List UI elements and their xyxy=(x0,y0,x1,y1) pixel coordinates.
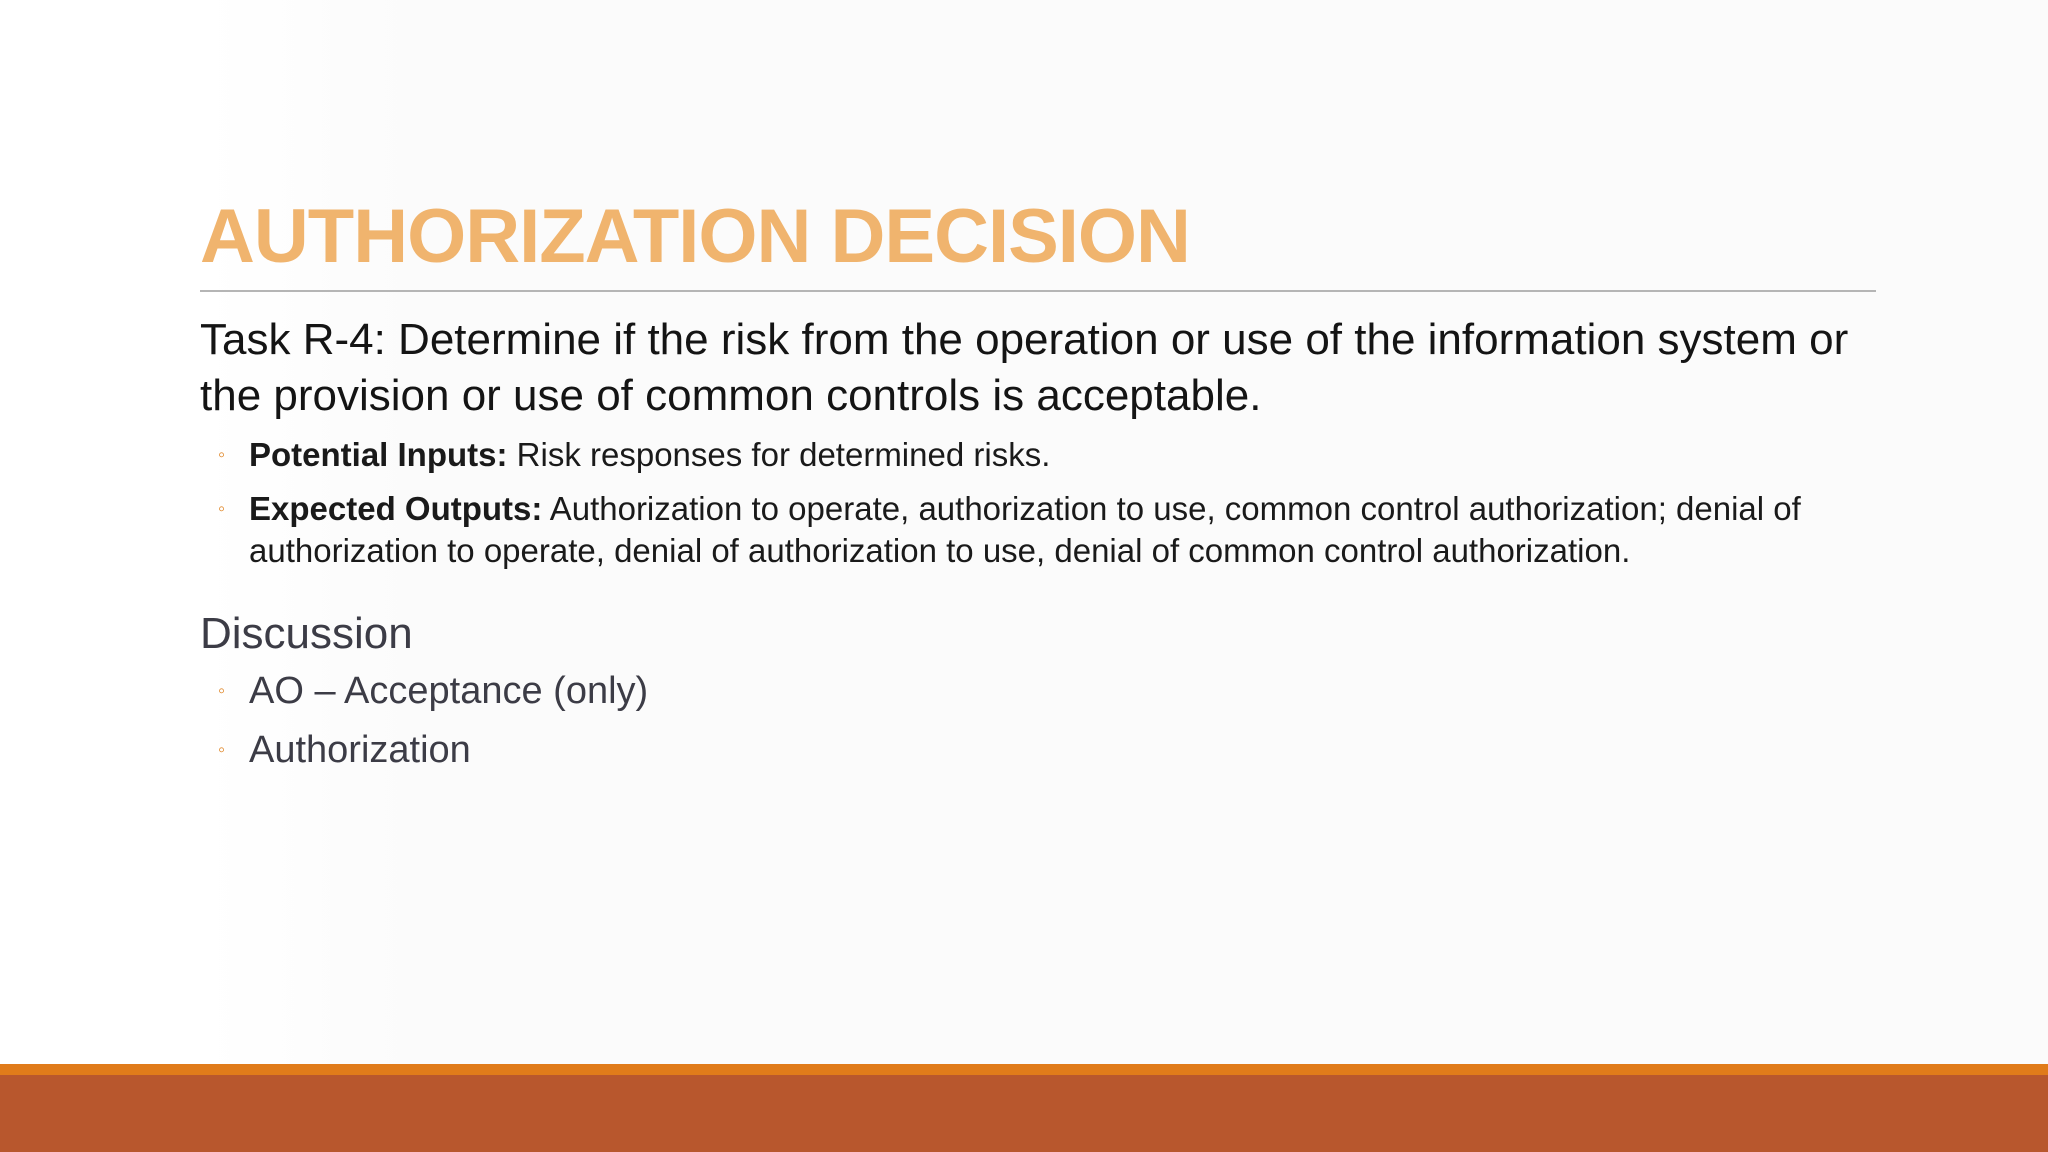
bullet-label: Potential Inputs: xyxy=(249,436,508,473)
task-statement: Task R-4: Determine if the risk from the operation or use of the information system or the provision or use of common controls is acceptable. xyxy=(200,315,1849,420)
discussion-bullet-list xyxy=(200,668,1880,773)
bullet-label: Expected Outputs: xyxy=(249,490,543,527)
list-item-expected-outputs xyxy=(200,488,1880,572)
slide-content xyxy=(200,312,1880,786)
bullet-icon: ◦ xyxy=(218,498,226,520)
bullet-icon: ◦ xyxy=(218,680,226,702)
bullet-text: AO – Acceptance (only) xyxy=(249,670,649,712)
bullet-text: Authorization xyxy=(249,729,471,771)
bullet-text: Authorization to operate, authorization to use, common control authorization; denial of authorization to operate, denial of authorization to use, denial of common control authorization. xyxy=(249,490,1801,569)
list-item-potential-inputs xyxy=(200,434,1880,476)
bullet-text: Risk responses for determined risks. xyxy=(507,436,1051,473)
slide-title: AUTHORIZATION DECISION xyxy=(200,194,1190,279)
title-divider xyxy=(200,290,1876,292)
list-item-ao-acceptance xyxy=(200,668,1880,714)
footer-accent-stripe xyxy=(0,1064,2048,1075)
footer-bar xyxy=(0,1075,2048,1152)
bullet-icon: ◦ xyxy=(218,739,226,761)
list-item-authorization xyxy=(200,727,1880,773)
bullet-icon: ◦ xyxy=(218,444,226,466)
task-bullet-list xyxy=(200,434,1880,572)
discussion-heading: Discussion xyxy=(200,609,413,658)
